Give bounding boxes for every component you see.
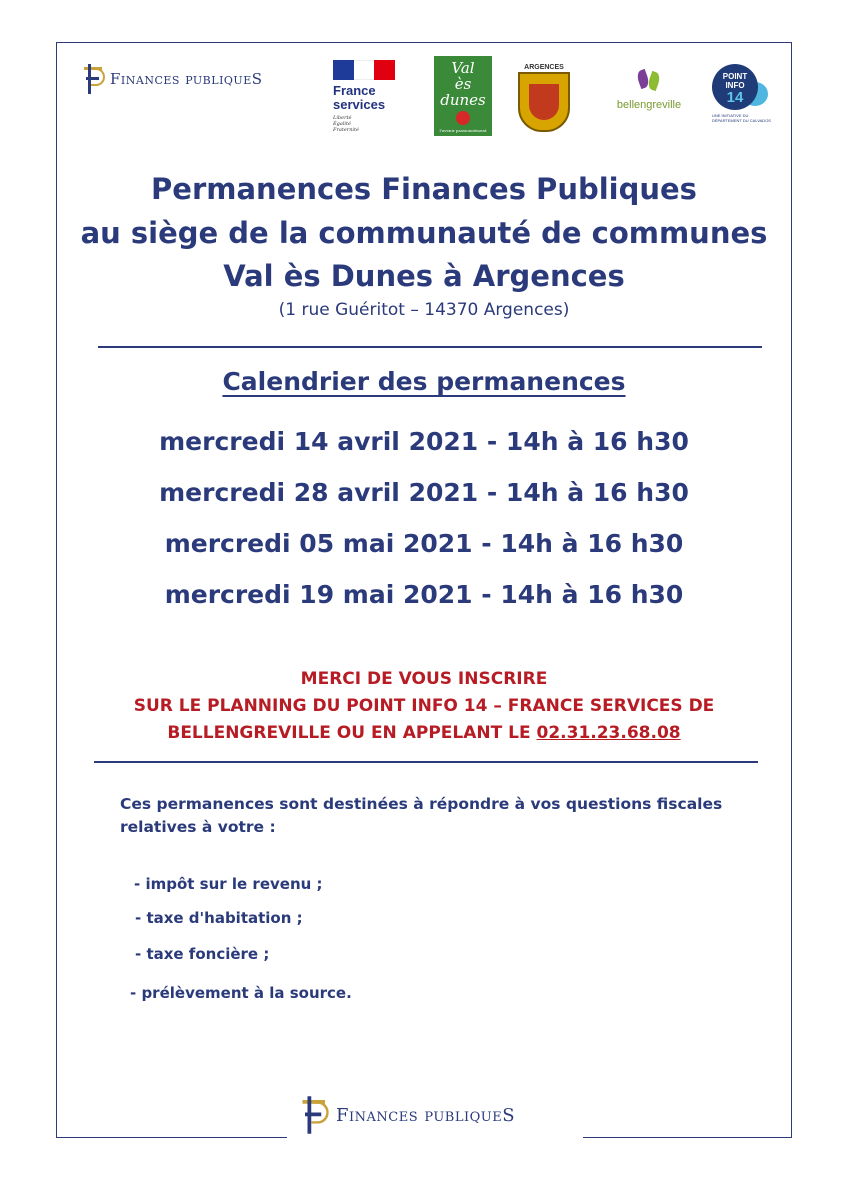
val-line2: ès: [454, 74, 472, 93]
finances-publiques-logo: [82, 62, 263, 96]
address: (1 rue Guéritot – 14370 Argences): [278, 300, 570, 320]
description-line-1: Ces permanences sont destinées à répondre à vos questions fiscales: [120, 795, 723, 813]
bellengreville-leaf-icon: [636, 66, 662, 94]
date-item-1: mercredi 14 avril 2021 - 14h à 16 h30: [159, 427, 689, 456]
notice-line-1: MERCI DE VOUS INSCRIRE: [300, 669, 548, 689]
list-item-3: - taxe foncière ;: [135, 945, 270, 963]
bellengreville-label: bellengreville: [616, 99, 682, 111]
fp-logo-text: Finances publiqueS: [110, 70, 263, 88]
val-tagline: l'avenir passionnément: [439, 127, 487, 133]
divider-bottom: [94, 761, 758, 763]
footer-finances-publiques-logo: [300, 1098, 515, 1132]
title-line-1: Permanences Finances Publiques: [151, 172, 697, 206]
france-services-line1: France: [333, 83, 376, 98]
motto-3: Fraternité: [333, 127, 359, 133]
val-es-dunes-logo: [434, 56, 492, 136]
title-line-3: Val ès Dunes à Argences: [223, 259, 625, 293]
french-flag-icon: [333, 60, 395, 80]
bellengreville-logo: [608, 66, 690, 126]
pi-line3: 14: [726, 89, 744, 106]
val-line1: Val: [451, 58, 475, 77]
notice-line-3: [56, 723, 792, 743]
point-info-14-logo: [712, 64, 772, 130]
argences-label: ARGENCES: [524, 64, 564, 71]
description-line-2: relatives à votre :: [120, 818, 276, 836]
phone-number-link[interactable]: 02.31.23.68.08: [536, 723, 681, 743]
notice-line-3-prefix: BELLENGREVILLE OU EN APPELANT LE: [167, 723, 537, 743]
list-item-2: - taxe d'habitation ;: [135, 909, 303, 927]
fp-emblem-icon: [82, 62, 104, 96]
france-services-line2: services: [333, 97, 386, 112]
pi-line1: POINT: [722, 72, 748, 81]
coat-of-arms-icon: [518, 72, 570, 132]
list-item-4: - prélèvement à la source.: [130, 984, 352, 1002]
date-item-4: mercredi 19 mai 2021 - 14h à 16 h30: [164, 580, 684, 609]
divider-top: [98, 346, 762, 348]
pi-footer: UNE INITIATIVE DU DÉPARTEMENT DU CALVADOS: [712, 113, 771, 123]
france-services-logo: [333, 60, 399, 146]
notice-line-2: SUR LE PLANNING DU POINT INFO 14 – FRANCE SERVICES DE: [133, 696, 715, 716]
val-line3: dunes: [440, 90, 486, 109]
title-line-2: au siège de la communauté de communes: [80, 216, 768, 250]
description: [120, 793, 800, 839]
poppy-icon: [456, 111, 470, 125]
list-item-1: - impôt sur le revenu ;: [134, 875, 323, 893]
argences-logo: [518, 64, 570, 130]
date-item-3: mercredi 05 mai 2021 - 14h à 16 h30: [164, 529, 684, 558]
footer-fp-logo-text: Finances publiqueS: [336, 1104, 516, 1126]
motto-2: Égalité: [333, 121, 351, 127]
calendar-heading: Calendrier des permanences: [222, 367, 626, 396]
date-item-2: mercredi 28 avril 2021 - 14h à 16 h30: [159, 478, 689, 507]
motto-1: Liberté: [333, 115, 352, 121]
pi-line2: INFO: [725, 81, 745, 90]
footer-fp-emblem-icon: [300, 1094, 328, 1137]
